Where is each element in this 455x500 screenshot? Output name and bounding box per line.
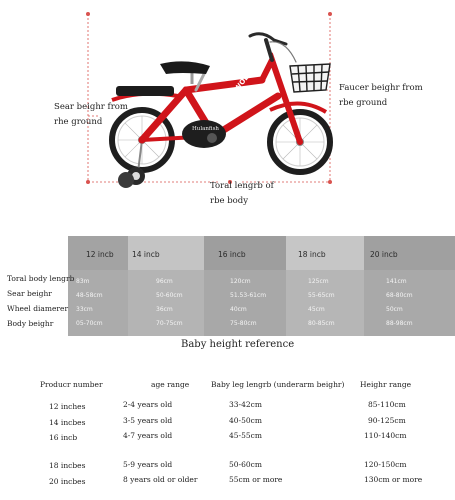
- size-col-title: 18 incb: [298, 250, 326, 259]
- age-table-cell: 85-110cm: [368, 400, 406, 409]
- faucet-height-label: Faucer beighr from rbe ground: [339, 83, 423, 108]
- age-table-cell: 5-9 years old: [123, 460, 173, 469]
- age-table-cell: 4-7 years old: [123, 431, 173, 440]
- size-row-label: Toral body lengrb: [7, 274, 75, 283]
- age-table-cell: 40-50cm: [229, 416, 262, 425]
- age-table-cell: 18 incbes: [49, 461, 86, 470]
- rear-rack: [116, 86, 174, 96]
- age-table-cell: 110-140cm: [364, 431, 407, 440]
- age-table-cell: 2-4 years old: [123, 400, 173, 409]
- size-cell: 36cm: [156, 306, 173, 313]
- age-table-cell: 12 inches: [49, 402, 86, 411]
- size-cell: 50cm: [386, 306, 403, 313]
- size-col-title: 16 incb: [218, 250, 246, 259]
- size-cell: 80-85cm: [308, 320, 335, 327]
- age-table-cell: 55cm or more: [229, 475, 283, 484]
- age-table-header: Baby leg lengrb (underarm beighr): [211, 380, 345, 389]
- size-col-title: 12 incb: [86, 250, 114, 259]
- size-row-label: Body beighr: [7, 319, 54, 328]
- seat: [160, 61, 210, 84]
- size-col-title: 20 incb: [370, 250, 398, 259]
- size-cell: 50-60cm: [156, 292, 183, 299]
- size-cell: 45cm: [308, 306, 325, 313]
- size-row-label: Wheel diamerer: [7, 304, 69, 313]
- size-cell: 70-75cm: [156, 320, 183, 327]
- size-cell: 120cm: [230, 278, 251, 285]
- brand-text: SNEWOL: [223, 73, 251, 106]
- guide-dot-bottom-right: [328, 180, 332, 184]
- size-cell: 83m: [76, 278, 90, 285]
- size-row-label: Sear beighr: [7, 289, 52, 298]
- age-table-cell: 90-125cm: [368, 416, 406, 425]
- age-table-header: Producr number: [40, 380, 103, 389]
- age-table-cell: 120-150cm: [364, 460, 407, 469]
- size-col-title: 14 incb: [132, 250, 160, 259]
- size-cell: 55-65cm: [308, 292, 335, 299]
- size-cell: 75-80cm: [230, 320, 257, 327]
- age-table-cell: 20 incbes: [49, 477, 86, 486]
- seat-height-label: Sear beighr from rhe ground: [54, 102, 128, 127]
- handlebar: [250, 34, 296, 62]
- size-cell: 05-70cm: [76, 320, 103, 327]
- size-col-20: [364, 236, 455, 336]
- size-col-14: [128, 236, 204, 336]
- chain-guard-text: Hulanfish: [192, 126, 219, 132]
- age-table-cell: 16 incb: [49, 433, 78, 442]
- total-length-label: Toral lengrb of rbe body: [210, 181, 274, 206]
- age-table-cell: 3-5 years old: [123, 416, 173, 425]
- size-cell: 33cm: [76, 306, 93, 313]
- guide-dot-bottom-left: [86, 180, 90, 184]
- size-cell: 40cm: [230, 306, 247, 313]
- size-table: [68, 236, 455, 336]
- age-table-cell: 8 years old or older: [123, 475, 198, 484]
- age-table-cell: 45-55cm: [229, 431, 262, 440]
- size-cell: 51.53-61cm: [230, 292, 267, 299]
- size-col-12: [68, 236, 128, 336]
- chain-guard: [182, 120, 226, 148]
- size-cell: 96cm: [156, 278, 173, 285]
- size-col-16: [204, 236, 286, 336]
- age-table-cell: 33-42cm: [229, 400, 262, 409]
- age-table-cell: 14 incbes: [49, 418, 86, 427]
- size-cell: 125cm: [308, 278, 329, 285]
- front-basket: [290, 64, 330, 92]
- age-table-cell: 130cm or more: [364, 475, 423, 484]
- age-table-cell: 50-60cm: [229, 460, 262, 469]
- age-table-header: Heighr range: [360, 380, 412, 389]
- size-cell: 141cm: [386, 278, 407, 285]
- guide-dot-top-right: [328, 12, 332, 16]
- size-cell: 68-80cm: [386, 292, 413, 299]
- guide-dot-top-left: [86, 12, 90, 16]
- age-table-header: age range: [151, 380, 190, 389]
- size-col-18: [286, 236, 364, 336]
- size-cell: 48-58cm: [76, 292, 103, 299]
- size-cell: 88-98cm: [386, 320, 413, 327]
- reference-title: Baby height reference: [181, 339, 295, 350]
